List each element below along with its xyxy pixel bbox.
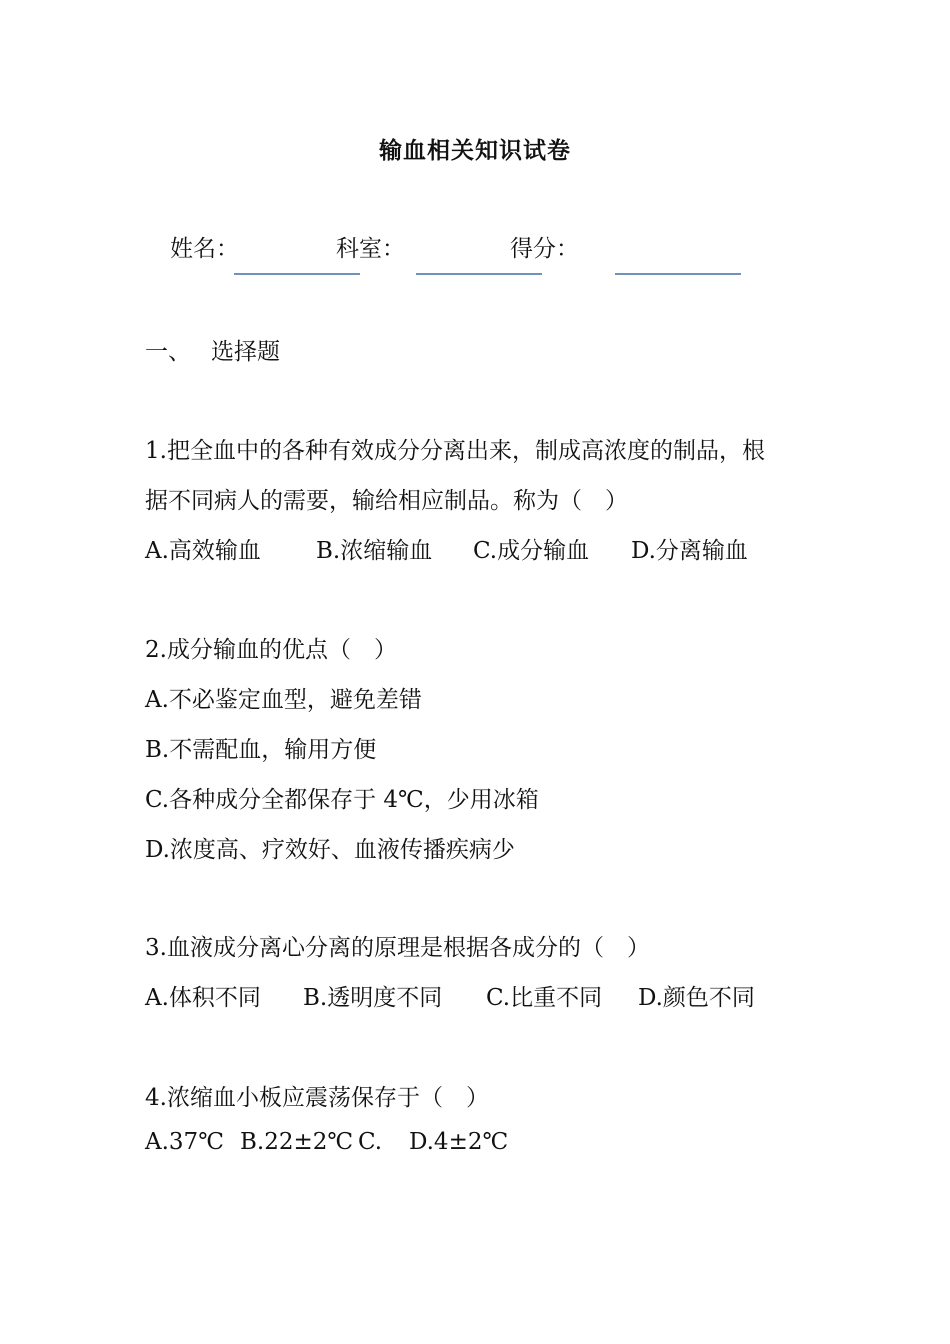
option-d: D.颜色不同 <box>638 985 755 1011</box>
option-b: B.透明度不同 <box>303 985 443 1011</box>
option-b: B.不需配血，输用方便 <box>145 737 377 763</box>
exam-title: 输血相关知识试卷 <box>379 137 571 164</box>
option-d: D.分离输血 <box>631 538 748 564</box>
question-text: 据不同病人的需要，输给相应制品。称为（ ） <box>145 488 628 514</box>
name-label: 姓名： <box>170 236 239 262</box>
option-b: B.22±2℃ <box>240 1129 354 1155</box>
score-blank-line[interactable] <box>615 273 741 275</box>
section-title: 选择题 <box>211 339 280 365</box>
question-text: 3.血液成分离心分离的原理是根据各成分的（ ） <box>145 935 650 961</box>
dept-label: 科室： <box>336 236 405 262</box>
option-a: A.不必鉴定血型，避免差错 <box>145 687 422 713</box>
option-d: D.4±2℃ <box>409 1129 509 1155</box>
option-c: C.比重不同 <box>486 985 603 1011</box>
question-text: 2.成分输血的优点（ ） <box>145 637 397 663</box>
question-text: 1.把全血中的各种有效成分分离出来，制成高浓度的制品，根 <box>145 438 765 464</box>
section-number: 一、 <box>145 339 191 365</box>
option-b: B.浓缩输血 <box>316 538 433 564</box>
option-c: C. <box>358 1129 383 1155</box>
option-c: C.各种成分全都保存于 4℃，少用冰箱 <box>145 787 539 813</box>
option-c: C.成分输血 <box>473 538 590 564</box>
name-blank-line[interactable] <box>234 273 360 275</box>
option-a: A.37℃ <box>145 1129 224 1155</box>
option-a: A.体积不同 <box>145 985 261 1011</box>
option-d: D.浓度高、疗效好、血液传播疾病少 <box>145 837 515 863</box>
question-text: 4.浓缩血小板应震荡保存于（ ） <box>145 1085 489 1111</box>
dept-blank-line[interactable] <box>416 273 542 275</box>
option-a: A.高效输血 <box>145 538 261 564</box>
score-label: 得分： <box>510 236 579 262</box>
